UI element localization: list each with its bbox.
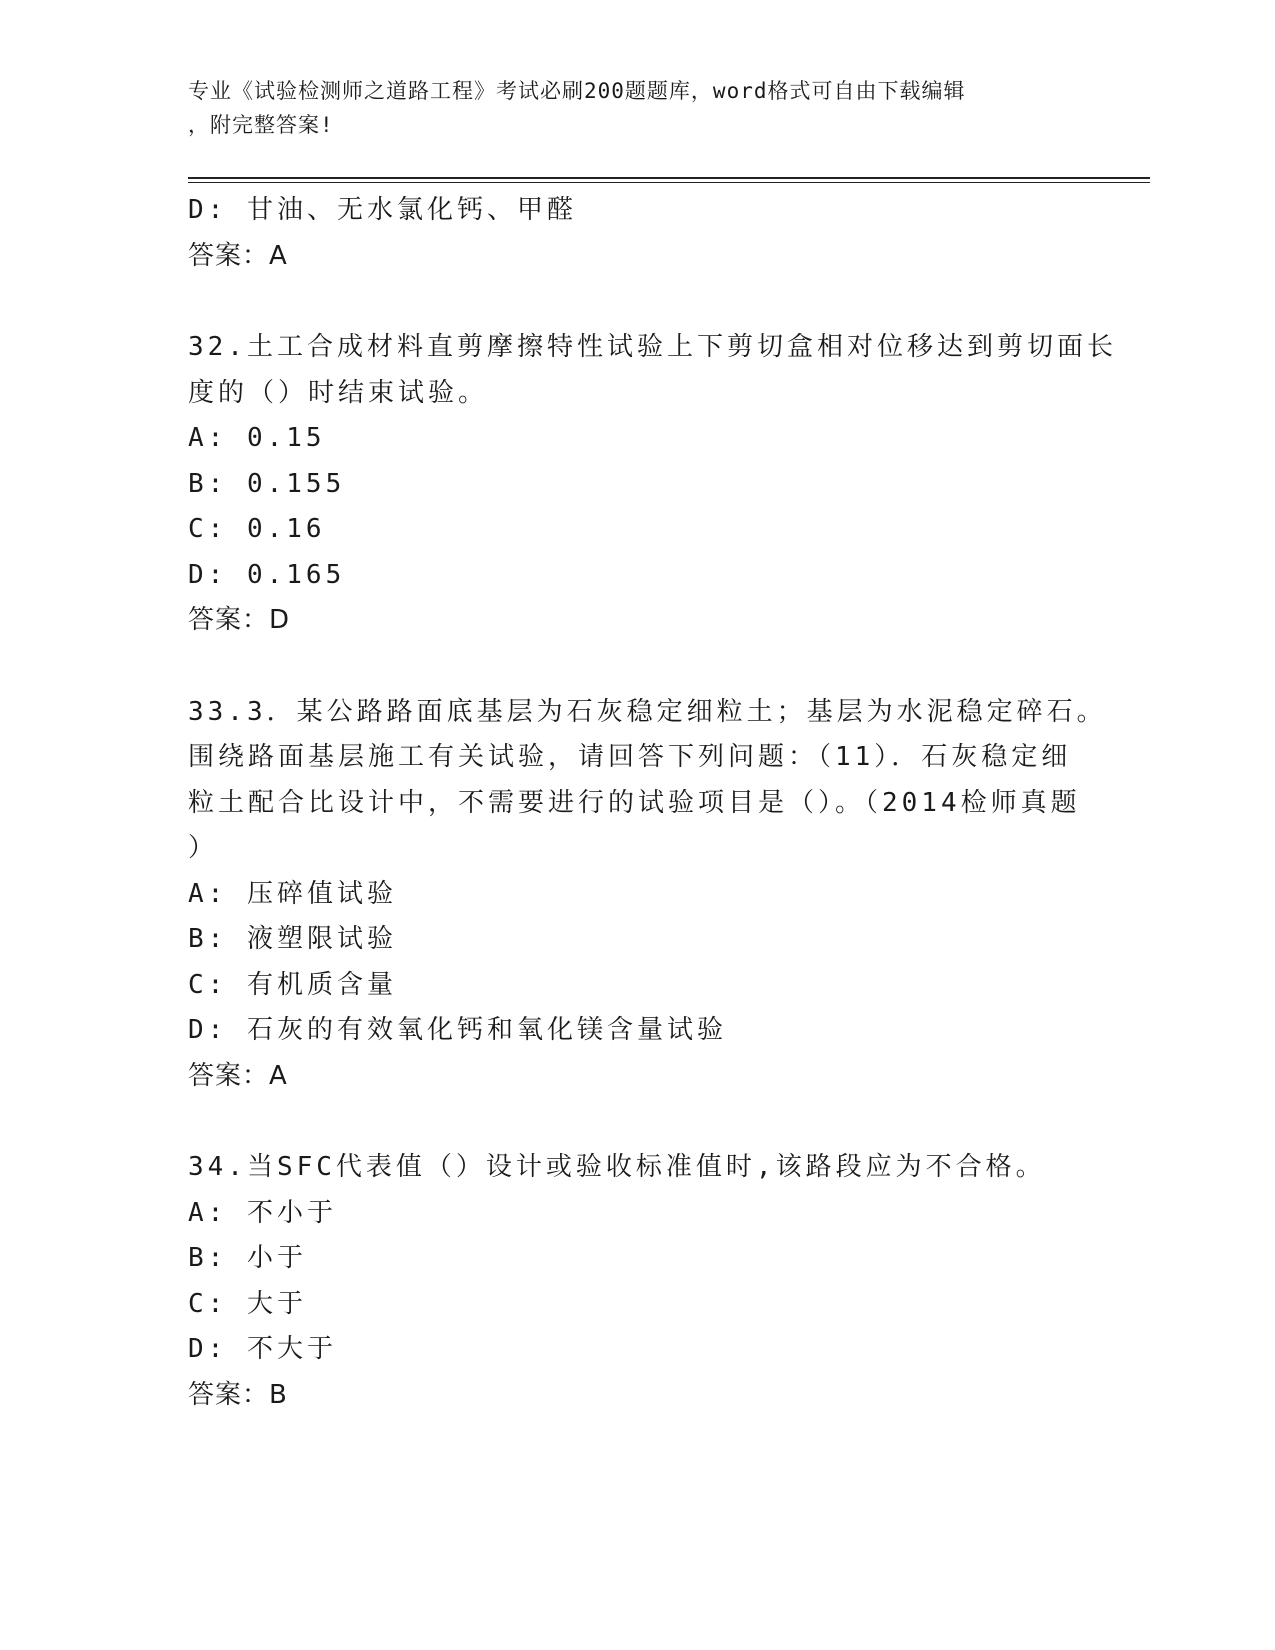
question-text-line: 围绕路面基层施工有关试验，请回答下列问题：（11）．石灰稳定细 [188, 742, 1072, 772]
answer-line: 答案：B [188, 1379, 288, 1410]
question-block-prev [188, 188, 1088, 279]
option-b: B: 液塑限试验 [188, 924, 397, 954]
question-text-line: 33.3．某公路路面底基层为石灰稳定细粒土；基层为水泥稳定碎石。 [188, 696, 1107, 727]
option-d: D: 甘油、无水氯化钙、甲醛 [188, 195, 577, 225]
option-c: C: 0.16 [188, 514, 326, 544]
option-a: A: 0.15 [188, 423, 326, 453]
option-a: A: 不小于 [188, 1197, 337, 1228]
question-list [188, 188, 1117, 1418]
answer-line: 答案：A [188, 240, 288, 271]
question-block-32 [188, 325, 1117, 644]
answer-line: 答案：D [188, 605, 291, 635]
question-text-line: 度的（）时结束试验。 [188, 377, 489, 408]
header-divider-thick [188, 177, 1150, 179]
spacer [188, 644, 1088, 690]
question-text-line: 粒土配合比设计中，不需要进行的试验项目是（）。（2014检师真题 [188, 787, 1081, 818]
spacer [188, 279, 1088, 325]
answer-line: 答案：A [188, 1060, 288, 1091]
option-b: B: 小于 [188, 1243, 307, 1273]
question-text-line: ） [188, 833, 219, 863]
question-block-34 [188, 1145, 1088, 1418]
question-text-line: 32.土工合成材料直剪摩擦特性试验上下剪切盒相对位移达到剪切面长 [188, 332, 1117, 362]
question-text-line: 34.当SFC代表值（）设计或验收标准值时,该路段应为不合格。 [188, 1152, 1046, 1182]
option-d: D: 0.165 [188, 559, 346, 590]
header-title-line-1: 专业《试验检测师之道路工程》考试必刷200题题库，word格式可自由下载编辑 [188, 79, 966, 103]
header-divider-thin [188, 182, 1150, 183]
option-c: C: 有机质含量 [188, 969, 397, 1000]
option-b: B: 0.155 [188, 468, 346, 499]
option-d: D: 不大于 [188, 1334, 337, 1364]
question-block-33 [188, 690, 1107, 1100]
option-a: A: 压碎值试验 [188, 878, 397, 909]
option-d: D: 石灰的有效氧化钙和氧化镁含量试验 [188, 1015, 727, 1045]
header-title-line-2: ，附完整答案! [188, 113, 334, 137]
spacer [188, 1099, 1088, 1145]
option-c: C: 大于 [188, 1288, 307, 1319]
document-header [188, 74, 1068, 142]
